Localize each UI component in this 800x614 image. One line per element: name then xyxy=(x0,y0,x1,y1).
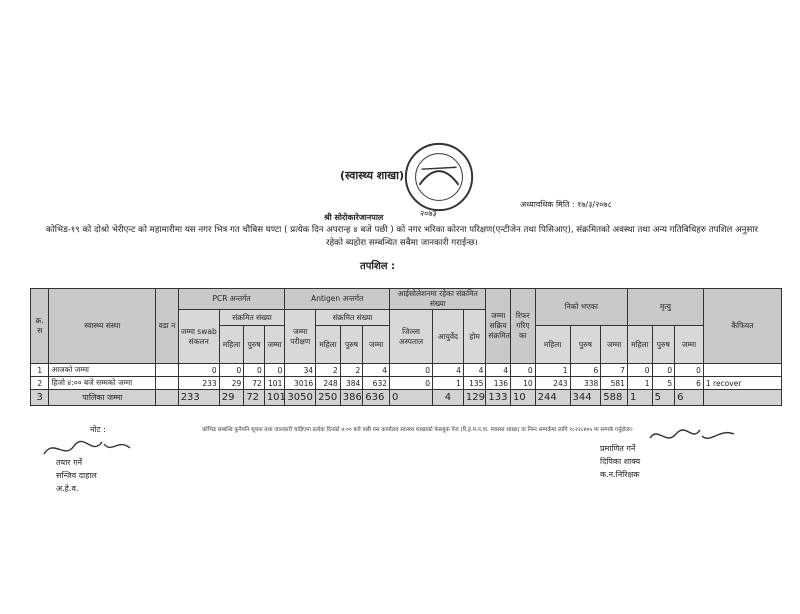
col-referred: रिफर गरिए का xyxy=(511,289,536,364)
col-death-total: जम्मा xyxy=(675,326,704,364)
cell-value: 1 xyxy=(627,377,652,390)
cell-value: 233 xyxy=(178,390,219,406)
prepared-by-role: तयार गर्ने xyxy=(56,458,83,467)
cell-value: 34 xyxy=(285,364,316,377)
cell-remark: 1 recover xyxy=(703,377,781,390)
cell-value: 248 xyxy=(316,377,341,390)
cell-value: 10 xyxy=(511,390,536,406)
col-antigen-infected: संक्रमित संख्या xyxy=(316,310,390,326)
col-recovered: निको भएका xyxy=(535,289,627,326)
cell-value: 250 xyxy=(316,390,341,406)
cell-value: 588 xyxy=(601,390,628,406)
col-rec-female: महिला xyxy=(535,326,570,364)
col-isolation: आईसोलेशनमा रहेका संक्रमित संख्या xyxy=(390,289,486,310)
col-ayurveda: आयुर्वेद xyxy=(433,310,464,364)
cell-value: 133 xyxy=(486,390,511,406)
handwritten-signature-icon xyxy=(648,424,738,448)
intro-paragraph: कोभिड-१९ को दोश्रो भेरीएन्ट को महामारीमा यस नगर भित्र गत चौबिस घण्टा ( प्रत्येक दिन अपरान्ह ४ बजे पछी ) को नगर भरिका कोरना परिक्षण(एन्टीजेन तथा पिसिआए), संक्रमितको अवस्था तथा अन्य गतिबिधिहरु तपशिल अनुसार रहेको ब्यहोरा सम्बन्धित सबैमा जानकारी गराईन्छ। xyxy=(45,225,758,248)
cell-value: 344 xyxy=(570,390,601,406)
cell-value: 0 xyxy=(390,377,433,390)
table-total-row xyxy=(31,390,782,406)
cell-value: 0 xyxy=(264,364,285,377)
cell-value: 2 xyxy=(340,364,363,377)
covid-status-table xyxy=(30,288,782,406)
col-ant-total: जम्मा xyxy=(363,326,390,364)
cell-value: 632 xyxy=(363,377,390,390)
cell-value: 0 xyxy=(675,364,704,377)
cell-value: 243 xyxy=(535,377,570,390)
cell-sn: 2 xyxy=(31,377,49,390)
col-death-male: पुरुष xyxy=(652,326,675,364)
col-sn: क्र. स xyxy=(31,289,49,364)
table-row xyxy=(31,364,782,377)
cell-value: 4 xyxy=(433,390,464,406)
cell-value: 29 xyxy=(219,390,244,406)
stamp-year: २०७३ xyxy=(420,209,437,218)
cell-ward xyxy=(156,364,179,377)
footnote: कोभिड सम्बन्धि कुनैपनि सूचना तथा जानकारी चाहिएमा प्रत्येक दिनको ४:०० बजे पछी यस कार्यालय स्वास्थ्य शाखाको फेसबुक पेज (रि.ह.म.न.पा. स्वास्थ्य शाखा) वा निम्न सम्पर्कमा लागि ९८२२८४०५ मा सम्पर्क गर्नुहोला। xyxy=(202,427,633,433)
verified-by-title: क.न.निरिक्षक xyxy=(600,470,640,479)
cell-value: 0 xyxy=(178,364,219,377)
cell-ward xyxy=(156,390,179,406)
cell-value: 29 xyxy=(219,377,244,390)
cell-value: 581 xyxy=(601,377,628,390)
cell-remark xyxy=(703,364,781,377)
cell-name: आजको जम्मा xyxy=(49,364,156,377)
cell-value: 384 xyxy=(340,377,363,390)
stamp-title: (स्वास्थ्य शाखा) xyxy=(340,169,404,182)
cell-value: 0 xyxy=(390,364,433,377)
prepared-by-name: सन्जिव दाहाल xyxy=(56,471,97,480)
col-pcr-male: पुरुष xyxy=(244,326,265,364)
cell-value: 10 xyxy=(511,377,536,390)
cell-value: 136 xyxy=(486,377,511,390)
handwritten-signature-icon xyxy=(42,434,132,462)
cell-value: 0 xyxy=(219,364,244,377)
cell-value: 135 xyxy=(463,377,486,390)
cell-value: 72 xyxy=(244,390,265,406)
update-date: अध्यावधिक मिति : १७/३/२०७८ xyxy=(520,200,612,209)
cell-value: 4 xyxy=(486,364,511,377)
cell-value: 244 xyxy=(535,390,570,406)
cell-value: 7 xyxy=(601,364,628,377)
col-pcr-swab: जम्मा swab संकलन xyxy=(178,310,219,364)
col-antigen: Antigen अन्तर्गत xyxy=(285,289,390,310)
col-remarks: कैफियत xyxy=(703,289,781,364)
table-row xyxy=(31,377,782,390)
cell-value: 0 xyxy=(652,364,675,377)
col-institution: स्वास्थ्य संस्था xyxy=(49,289,156,364)
prepared-by-title: अ.हे.व. xyxy=(56,484,79,493)
stamp-office: श्री सोरोकारेजानपाल xyxy=(324,213,384,222)
col-death-female: महिला xyxy=(627,326,652,364)
col-ward: वडा न xyxy=(156,289,179,364)
cell-value: 2 xyxy=(316,364,341,377)
cell-value: 636 xyxy=(363,390,390,406)
cell-value: 3050 xyxy=(285,390,316,406)
cell-value: 1 xyxy=(535,364,570,377)
cell-name: हिजो ४:०० बजे सम्मको जम्मा xyxy=(49,377,156,390)
cell-value: 4 xyxy=(363,364,390,377)
cell-value: 6 xyxy=(675,377,704,390)
official-stamp xyxy=(324,140,480,222)
cell-ward xyxy=(156,377,179,390)
cell-remark xyxy=(703,390,781,406)
cell-value: 4 xyxy=(463,364,486,377)
cell-name: पालिका जम्मा xyxy=(49,390,156,406)
verified-by-role: प्रमाणित गर्ने xyxy=(600,444,636,453)
cell-value: 386 xyxy=(340,390,363,406)
cell-value: 101 xyxy=(264,390,285,406)
signature-block-verified xyxy=(600,442,720,481)
cell-value: 3016 xyxy=(285,377,316,390)
cell-value: 72 xyxy=(244,377,265,390)
cell-value: 5 xyxy=(652,390,675,406)
col-pcr-infected: संक्रमित संख्या xyxy=(219,310,285,326)
col-active: जम्मा सक्रिय संक्रमित xyxy=(486,289,511,364)
signature-block-prepared xyxy=(56,440,176,495)
cell-value: 338 xyxy=(570,377,601,390)
cell-sn: 1 xyxy=(31,364,49,377)
cell-value: 101 xyxy=(264,377,285,390)
col-antigen-tested: जम्मा परीक्षण xyxy=(285,310,316,364)
cell-value: 1 xyxy=(627,390,652,406)
col-deaths: मृत्यु xyxy=(627,289,703,326)
round-seal-icon xyxy=(400,138,478,216)
cell-value: 6 xyxy=(570,364,601,377)
col-pcr: PCR अन्तर्गत xyxy=(178,289,285,310)
cell-value: 0 xyxy=(244,364,265,377)
cell-value: 6 xyxy=(675,390,704,406)
cell-value: 5 xyxy=(652,377,675,390)
verified-by-name: दिपिका शाक्य xyxy=(600,457,641,466)
col-district-hospital: जिल्ला अस्पताल xyxy=(390,310,433,364)
cell-value: 4 xyxy=(433,364,464,377)
cell-value: 0 xyxy=(511,364,536,377)
col-pcr-female: महिला xyxy=(219,326,244,364)
cell-sn: 3 xyxy=(31,390,49,406)
cell-value: 0 xyxy=(627,364,652,377)
cell-value: 129 xyxy=(463,390,486,406)
col-rec-total: जम्मा xyxy=(601,326,628,364)
col-home: होम xyxy=(463,310,486,364)
cell-value: 233 xyxy=(178,377,219,390)
col-ant-male: पुरुष xyxy=(340,326,363,364)
note-label: नोट : xyxy=(90,425,106,434)
col-rec-male: पुरुष xyxy=(570,326,601,364)
col-ant-female: महिला xyxy=(316,326,341,364)
cell-value: 0 xyxy=(390,390,433,406)
col-pcr-total: जम्मा xyxy=(264,326,285,364)
cell-value: 1 xyxy=(433,377,464,390)
details-heading: तपशिल : xyxy=(360,261,396,272)
